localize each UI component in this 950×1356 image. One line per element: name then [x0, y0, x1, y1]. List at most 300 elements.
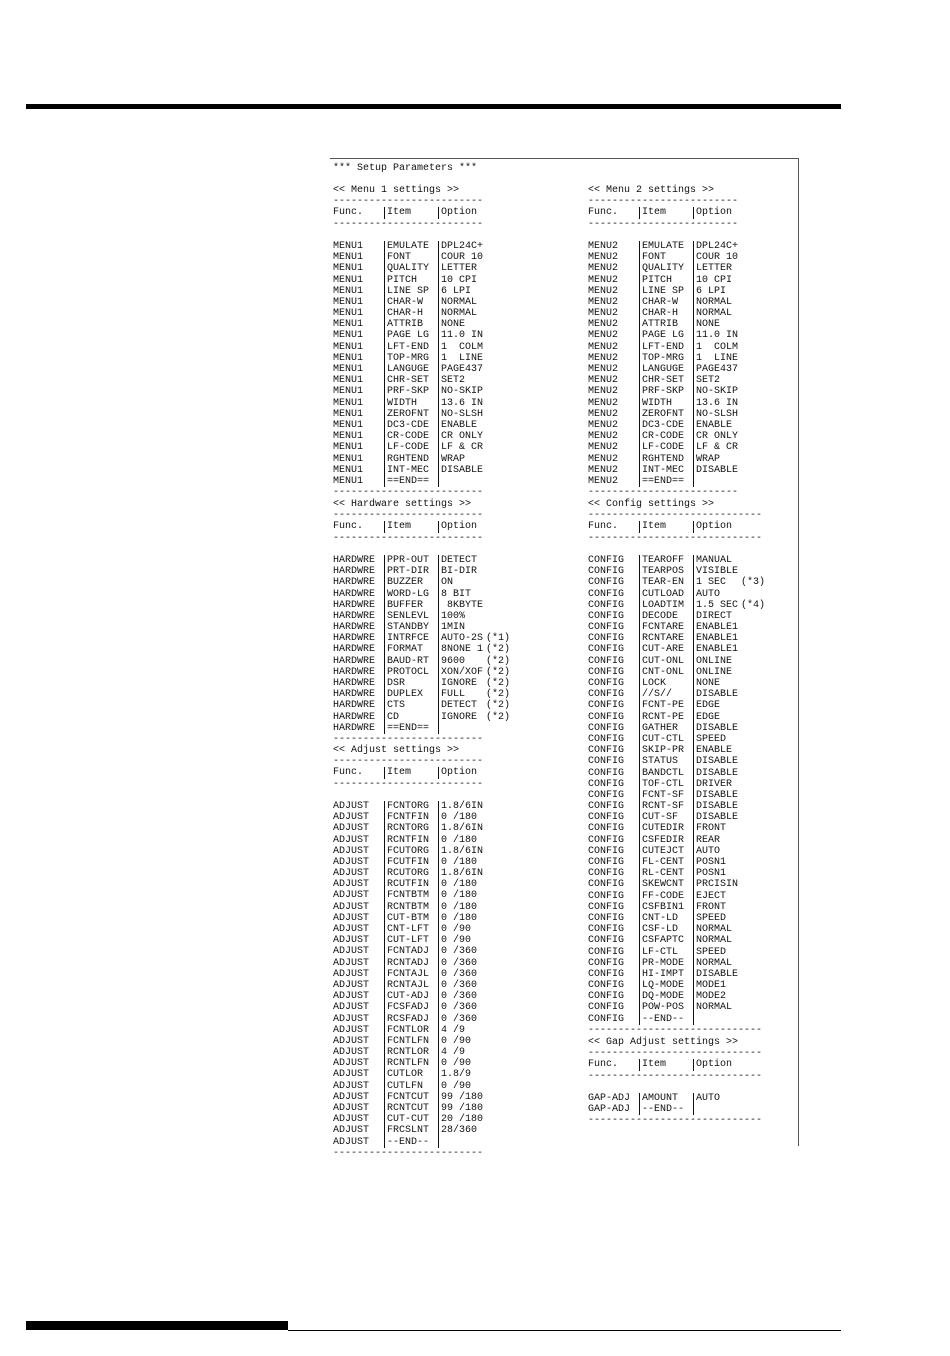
- config-settings-table: [588, 499, 775, 1036]
- table-row: [333, 902, 520, 913]
- func-cell: CONFIG: [588, 666, 625, 678]
- func-cell: ADJUST: [333, 845, 370, 857]
- table-row: [588, 600, 775, 611]
- item-column-header: Item: [384, 767, 438, 778]
- func-cell: MENU2: [588, 240, 619, 252]
- item-cell: CUT-ONL: [639, 656, 693, 667]
- table-row: [588, 846, 775, 857]
- note-cell: (*2): [486, 655, 511, 667]
- item-cell: RCNTCUT: [384, 1103, 438, 1114]
- func-cell: CONFIG: [588, 700, 625, 712]
- table-row: [588, 241, 775, 252]
- func-cell: MENU2: [588, 431, 619, 443]
- func-cell: CONFIG: [588, 879, 625, 891]
- note-cell: [741, 1014, 775, 1025]
- option-cell: 4 /9: [438, 1047, 486, 1058]
- option-cell: 0 /360: [438, 991, 486, 1002]
- note-cell: [486, 1125, 520, 1136]
- note-cell: [486, 1081, 520, 1092]
- dash-separator: -------------------------: [333, 756, 484, 768]
- note-cell: [486, 812, 520, 823]
- func-cell: CONFIG: [588, 733, 625, 745]
- note-cell: [486, 1137, 520, 1148]
- table-row: [588, 779, 775, 790]
- func-cell: CONFIG: [588, 857, 625, 868]
- note-cell: [741, 935, 775, 946]
- note-cell: [486, 353, 520, 364]
- item-cell: GATHER: [639, 723, 693, 734]
- note-cell: [741, 678, 775, 689]
- dash-separator: -------------------------: [333, 778, 484, 790]
- func-cell: ADJUST: [333, 1024, 370, 1036]
- table-row: [333, 1103, 520, 1114]
- item-cell: TEARPOS: [639, 566, 693, 577]
- option-cell: ENABLE: [693, 745, 741, 756]
- func-cell: ADJUST: [333, 1103, 370, 1114]
- table-row: [333, 555, 520, 566]
- option-cell: 100%: [438, 611, 486, 622]
- item-cell: FONT: [639, 252, 693, 263]
- table-row: [588, 1104, 775, 1115]
- item-cell: RL-CENT: [639, 868, 693, 879]
- option-cell: 1 LINE: [438, 353, 486, 364]
- option-cell: CR ONLY: [438, 431, 486, 442]
- table-row: [588, 375, 775, 386]
- item-cell: FCNTBTM: [384, 890, 438, 901]
- note-cell: [741, 723, 775, 734]
- note-cell: [486, 1047, 520, 1058]
- option-cell: NO-SLSH: [693, 409, 741, 420]
- note-cell: [741, 656, 775, 667]
- item-cell: CUT-LFT: [384, 935, 438, 946]
- func-cell: CONFIG: [588, 588, 625, 600]
- option-cell: 0 /180: [438, 902, 486, 913]
- option-cell: 0 /180: [438, 835, 486, 846]
- option-cell: DETECT: [438, 555, 486, 566]
- func-cell: ADJUST: [333, 1125, 370, 1137]
- note-cell: [486, 868, 520, 879]
- table-row: [588, 689, 775, 700]
- option-cell: 6 LPI: [693, 286, 741, 297]
- func-cell: ADJUST: [333, 1080, 370, 1092]
- item-cell: CHR-SET: [639, 375, 693, 386]
- table-row: [588, 342, 775, 353]
- item-cell: ZEROFNT: [639, 409, 693, 420]
- note-cell: [486, 1014, 520, 1025]
- note-cell: [741, 375, 775, 386]
- item-cell: RCNTLFN: [384, 1058, 438, 1069]
- column-header-row: [333, 207, 520, 218]
- setup-parameters-printout: [330, 158, 799, 1159]
- item-cell: RGHTEND: [639, 454, 693, 465]
- item-cell: FL-CENT: [639, 857, 693, 868]
- item-cell: INT-MEC: [384, 465, 438, 476]
- item-cell: EMULATE: [639, 241, 693, 252]
- table-row: [333, 924, 520, 935]
- table-row: [333, 1125, 520, 1136]
- section-title: << Adjust settings >>: [333, 745, 460, 756]
- func-cell: MENU2: [588, 364, 619, 375]
- func-cell: ADJUST: [333, 1114, 370, 1126]
- table-row: [333, 364, 520, 375]
- option-cell: DPL24C+: [693, 241, 741, 252]
- item-cell: FCNT-SF: [639, 790, 693, 801]
- func-cell: MENU1: [333, 296, 364, 308]
- note-cell: [741, 689, 775, 700]
- item-cell: CUTLFN: [384, 1081, 438, 1092]
- func-cell: MENU1: [333, 442, 364, 454]
- table-row: [588, 308, 775, 319]
- item-cell: FCNTLOR: [384, 1025, 438, 1036]
- func-cell: MENU1: [333, 431, 364, 443]
- table-row: [588, 868, 775, 879]
- table-row: [588, 555, 775, 566]
- table-row: [588, 409, 775, 420]
- option-cell: 13.6 IN: [693, 398, 741, 409]
- option-cell: 1MIN: [438, 622, 486, 633]
- func-cell: ADJUST: [333, 856, 370, 868]
- note-cell: [486, 1002, 520, 1013]
- note-cell: [486, 1092, 520, 1103]
- item-cell: PROTOCL: [384, 667, 438, 678]
- func-cell: ADJUST: [333, 1002, 370, 1014]
- table-row: [333, 801, 520, 812]
- note-cell: [486, 589, 520, 600]
- func-cell: ADJUST: [333, 1013, 370, 1025]
- table-row: [333, 879, 520, 890]
- item-cell: RCNTARE: [639, 633, 693, 644]
- func-cell: MENU1: [333, 319, 364, 331]
- note-cell: [486, 465, 520, 476]
- option-cell: AUTO: [693, 1093, 741, 1104]
- table-row: [333, 712, 520, 723]
- table-row: [588, 656, 775, 667]
- func-cell: ADJUST: [333, 924, 370, 935]
- func-cell: HARDWRE: [333, 588, 376, 600]
- note-cell: [741, 241, 775, 252]
- table-row: [333, 442, 520, 453]
- func-cell: MENU2: [588, 419, 619, 431]
- item-cell: WORD-LG: [384, 589, 438, 600]
- func-cell: CONFIG: [588, 610, 625, 622]
- hardware-settings-table: [333, 499, 520, 745]
- item-cell: RCNTADJ: [384, 958, 438, 969]
- item-cell: CUT-SF: [639, 812, 693, 823]
- note-cell: [741, 353, 775, 364]
- func-cell: MENU2: [588, 464, 619, 476]
- note-cell: [741, 857, 775, 868]
- option-cell: DETECT: [438, 700, 486, 711]
- item-cell: CUT-CTL: [639, 734, 693, 745]
- option-cell: ON: [438, 577, 486, 588]
- table-row: [333, 835, 520, 846]
- note-cell: [741, 286, 775, 297]
- func-cell: CONFIG: [588, 980, 625, 992]
- note-cell: [486, 476, 520, 487]
- note-cell: [741, 589, 775, 600]
- item-cell: CNT-LFT: [384, 924, 438, 935]
- option-cell: POSN1: [693, 857, 741, 868]
- func-cell: MENU2: [588, 352, 619, 364]
- item-cell: INTRFCE: [384, 633, 438, 644]
- func-cell: MENU2: [588, 285, 619, 297]
- option-cell: ENABLE1: [693, 644, 741, 655]
- func-cell: MENU2: [588, 341, 619, 353]
- table-row: [588, 835, 775, 846]
- table-row: [333, 286, 520, 297]
- top-rule: [26, 104, 841, 109]
- item-cell: TOP-MRG: [384, 353, 438, 364]
- option-cell: 13.6 IN: [438, 398, 486, 409]
- table-row: [588, 723, 775, 734]
- func-cell: CONFIG: [588, 745, 625, 757]
- item-cell: DQ-MODE: [639, 991, 693, 1002]
- func-cell: HARDWRE: [333, 666, 376, 678]
- table-row: [588, 454, 775, 465]
- note-cell: [741, 342, 775, 353]
- item-cell: PR-MODE: [639, 958, 693, 969]
- menu2-settings-table: [588, 185, 775, 498]
- func-cell: CONFIG: [588, 554, 625, 566]
- option-cell: 0 /90: [438, 935, 486, 946]
- item-cell: FCUTORG: [384, 846, 438, 857]
- adjust-settings-table: [333, 745, 520, 1159]
- note-cell: (*4): [741, 599, 766, 611]
- note-cell: [741, 734, 775, 745]
- table-row: [333, 241, 520, 252]
- item-cell: ==END==: [384, 476, 438, 487]
- item-column-header: Item: [639, 1059, 693, 1070]
- item-cell: LFT-END: [384, 342, 438, 353]
- dash-separator: -------------------------: [588, 196, 739, 208]
- note-cell: [741, 924, 775, 935]
- item-cell: DC3-CDE: [384, 420, 438, 431]
- table-row: [333, 1014, 520, 1025]
- table-row: [588, 790, 775, 801]
- table-row: [588, 712, 775, 723]
- note-cell: [486, 275, 520, 286]
- option-cell: 10 CPI: [438, 275, 486, 286]
- item-cell: BAUD-RT: [384, 656, 438, 667]
- table-row: [333, 342, 520, 353]
- item-cell: CD: [384, 712, 438, 723]
- note-cell: [486, 946, 520, 957]
- option-cell: [693, 1104, 741, 1115]
- table-row: [333, 375, 520, 386]
- item-cell: INT-MEC: [639, 465, 693, 476]
- gap-adjust-settings-table: [588, 1037, 775, 1127]
- table-row: [333, 566, 520, 577]
- column-header-row: [588, 207, 775, 218]
- item-cell: ==END==: [384, 723, 438, 734]
- dash-separator: -------------------------: [333, 532, 484, 544]
- table-row: [333, 297, 520, 308]
- note-cell: [486, 1058, 520, 1069]
- note-cell: (*2): [486, 689, 511, 701]
- item-cell: --END--: [384, 1137, 438, 1148]
- func-cell: MENU2: [588, 319, 619, 331]
- note-cell: [486, 1114, 520, 1125]
- note-cell: [741, 879, 775, 890]
- table-row: [588, 263, 775, 274]
- func-cell: MENU2: [588, 308, 619, 320]
- item-cell: FONT: [384, 252, 438, 263]
- note-cell: [741, 555, 775, 566]
- item-cell: LF-CTL: [639, 947, 693, 958]
- item-cell: FCNTAJL: [384, 969, 438, 980]
- item-cell: CUTLOR: [384, 1069, 438, 1080]
- item-cell: FCNTARE: [639, 622, 693, 633]
- option-cell: NORMAL: [693, 297, 741, 308]
- table-row: [333, 667, 520, 678]
- table-row: [333, 589, 520, 600]
- option-cell: NONE: [693, 678, 741, 689]
- option-cell: REAR: [693, 835, 741, 846]
- func-cell: ADJUST: [333, 812, 370, 824]
- func-column-header: Func.: [588, 521, 619, 533]
- table-row: [588, 667, 775, 678]
- item-cell: LINE SP: [639, 286, 693, 297]
- func-cell: MENU1: [333, 375, 364, 387]
- option-cell: 10 CPI: [693, 275, 741, 286]
- table-row: [333, 622, 520, 633]
- option-cell: NORMAL: [438, 308, 486, 319]
- dash-separator: -----------------------------: [588, 1024, 763, 1036]
- option-cell: IGNORE: [438, 678, 486, 689]
- table-row: [588, 476, 775, 487]
- option-cell: FRONT: [693, 902, 741, 913]
- option-cell: NORMAL: [693, 958, 741, 969]
- note-cell: [741, 790, 775, 801]
- func-cell: MENU1: [333, 330, 364, 342]
- note-cell: [486, 935, 520, 946]
- item-cell: RCNTLOR: [384, 1047, 438, 1058]
- note-cell: [741, 913, 775, 924]
- note-cell: [741, 263, 775, 274]
- note-cell: [486, 924, 520, 935]
- item-cell: AMOUNT: [639, 1093, 693, 1104]
- func-cell: HARDWRE: [333, 711, 376, 723]
- item-cell: FCNTORG: [384, 801, 438, 812]
- item-cell: CHAR-H: [639, 308, 693, 319]
- note-cell: [486, 286, 520, 297]
- option-cell: NONE: [693, 319, 741, 330]
- func-cell: CONFIG: [588, 655, 625, 667]
- func-cell: CONFIG: [588, 901, 625, 913]
- item-cell: --END--: [639, 1014, 693, 1025]
- option-cell: COUR 10: [438, 252, 486, 263]
- note-cell: [486, 319, 520, 330]
- note-cell: [741, 364, 775, 375]
- note-cell: [741, 275, 775, 286]
- table-row: [333, 823, 520, 834]
- func-cell: MENU1: [333, 352, 364, 364]
- item-cell: RCUTORG: [384, 868, 438, 879]
- table-row: [588, 891, 775, 902]
- table-row: [333, 1137, 520, 1148]
- note-cell: [741, 712, 775, 723]
- func-column-header: Func.: [588, 207, 619, 219]
- table-row: [333, 1069, 520, 1080]
- table-row: [588, 902, 775, 913]
- section-title: << Gap Adjust settings >>: [588, 1037, 739, 1048]
- option-cell: LETTER: [438, 263, 486, 274]
- func-cell: ADJUST: [333, 935, 370, 947]
- table-row: [333, 600, 520, 611]
- note-cell: [741, 779, 775, 790]
- table-row: [588, 734, 775, 745]
- item-cell: RCNTBTM: [384, 902, 438, 913]
- option-cell: DISABLE: [438, 465, 486, 476]
- func-cell: CONFIG: [588, 1013, 625, 1025]
- note-cell: [486, 723, 520, 734]
- option-cell: [438, 723, 486, 734]
- note-cell: [486, 913, 520, 924]
- option-cell: IGNORE: [438, 712, 486, 723]
- item-cell: RCNTFIN: [384, 835, 438, 846]
- func-cell: ADJUST: [333, 834, 370, 846]
- option-cell: LF & CR: [438, 442, 486, 453]
- table-row: [588, 991, 775, 1002]
- item-cell: PITCH: [639, 275, 693, 286]
- option-cell: DISABLE: [693, 790, 741, 801]
- func-column-header: Func.: [588, 1059, 619, 1071]
- note-cell: [486, 308, 520, 319]
- option-cell: 1.8/6IN: [438, 823, 486, 834]
- func-cell: MENU1: [333, 397, 364, 409]
- note-cell: [741, 891, 775, 902]
- option-cell: NORMAL: [438, 297, 486, 308]
- item-cell: CR-CODE: [639, 431, 693, 442]
- func-cell: ADJUST: [333, 1091, 370, 1103]
- item-column-header: Item: [384, 521, 438, 532]
- option-cell: ENABLE1: [693, 633, 741, 644]
- option-cell: 0 /90: [438, 1036, 486, 1047]
- note-cell: [741, 768, 775, 779]
- blank-line: [588, 1082, 775, 1093]
- func-cell: GAP-ADJ: [588, 1104, 631, 1116]
- note-cell: [486, 835, 520, 846]
- note-cell: [741, 868, 775, 879]
- func-cell: MENU1: [333, 263, 364, 275]
- func-cell: CONFIG: [588, 801, 625, 813]
- option-cell: 8NONE 1: [438, 644, 486, 655]
- footer-rule: [288, 1330, 841, 1331]
- item-cell: LF-CODE: [639, 442, 693, 453]
- option-cell: 0 /180: [438, 857, 486, 868]
- func-cell: MENU2: [588, 386, 619, 398]
- option-cell: 1.8/9: [438, 1069, 486, 1080]
- item-cell: CUT-BTM: [384, 913, 438, 924]
- table-row: [333, 308, 520, 319]
- option-cell: DISABLE: [693, 969, 741, 980]
- func-cell: ADJUST: [333, 1058, 370, 1070]
- item-cell: CSF-LD: [639, 924, 693, 935]
- note-cell: [741, 801, 775, 812]
- note-cell: [741, 442, 775, 453]
- option-column-header: Option: [693, 521, 741, 532]
- note-cell: [486, 398, 520, 409]
- func-cell: ADJUST: [333, 991, 370, 1003]
- note-cell: [486, 555, 520, 566]
- option-cell: WRAP: [693, 454, 741, 465]
- item-cell: CUT-CUT: [384, 1114, 438, 1125]
- blank-line: [588, 544, 775, 555]
- note-cell: (*2): [486, 666, 511, 678]
- option-cell: 0 /90: [438, 1058, 486, 1069]
- func-cell: CONFIG: [588, 711, 625, 723]
- dash-separator: -----------------------------: [588, 1115, 763, 1127]
